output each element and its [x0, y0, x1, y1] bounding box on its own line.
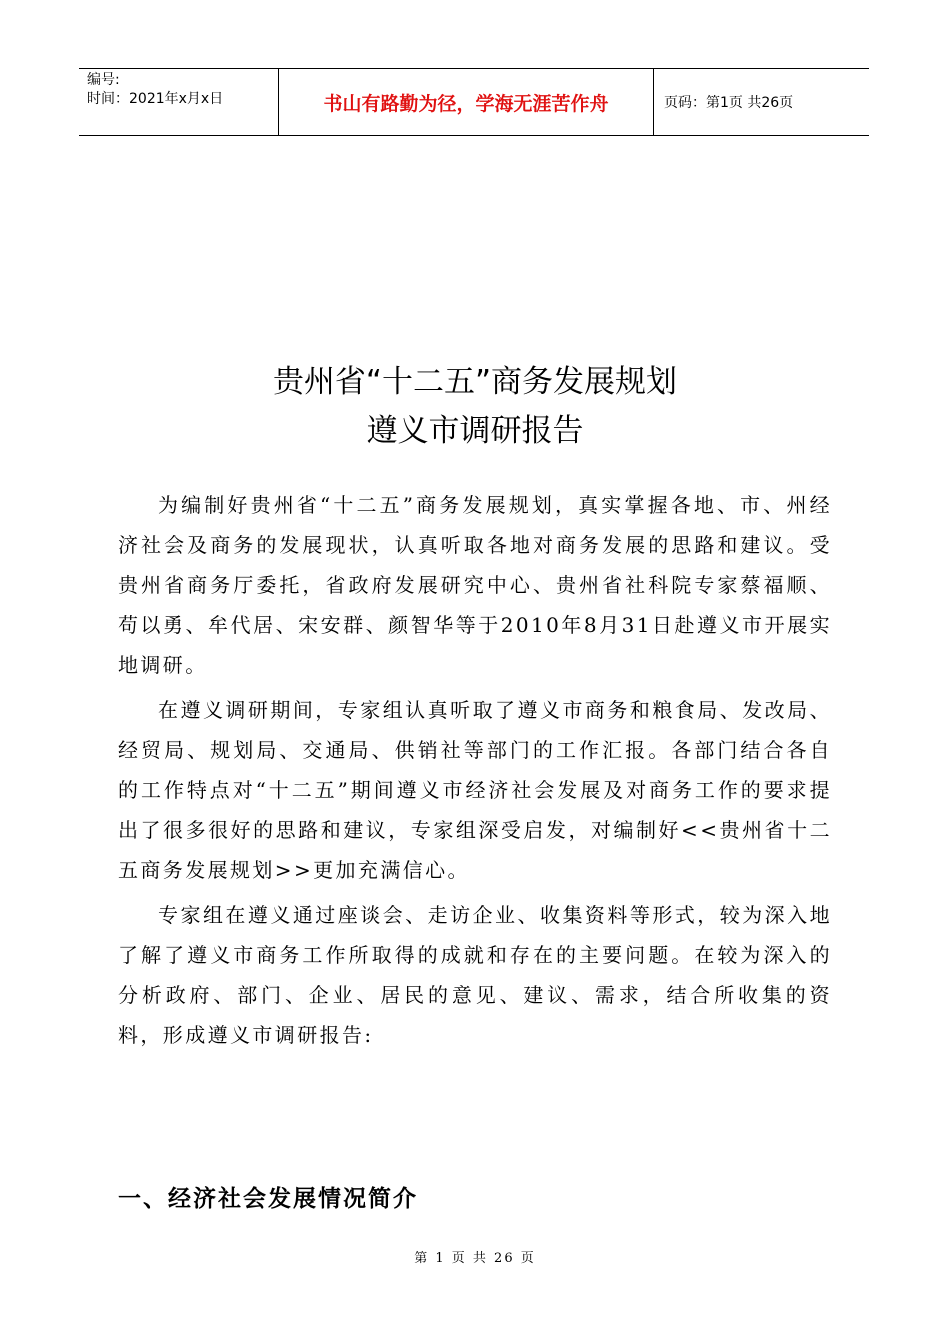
header-slogan: 书山有路勤为径，学海无涯苦作舟	[279, 69, 654, 135]
document-time-label: 时间：2021年x月x日	[87, 91, 224, 107]
body-paragraph: 为编制好贵州省“十二五”商务发展规划，真实掌握各地、市、州经济社会及商务的发展现状，认真听取各地对商务发展的思路和建议。受贵州省商务厅委托，省政府发展研究中心、贵州省社科院专家蔡福顺、苟以勇、牟代居、宋安群、颜智华等于2010年8月31日赴遵义市开展实地调研。	[118, 493, 832, 677]
document-body	[118, 485, 832, 1060]
page-footer: 第 1 页 共 26 页	[414, 1251, 536, 1266]
header-meta-cell	[79, 69, 279, 135]
page-header	[79, 68, 869, 136]
document-title-line1: 贵州省“十二五”商务发展规划	[272, 364, 678, 400]
header-page-info: 页码：第1页 共26页	[664, 95, 794, 111]
document-number-label: 编号:	[87, 72, 120, 88]
body-paragraph: 在遵义调研期间，专家组认真听取了遵义市商务和粮食局、发改局、经贸局、规划局、交通局、供销社等部门的工作汇报。各部门结合各自的工作特点对“十二五”期间遵义市经济社会发展及对商务工作的要求提出了很多很好的思路和建议，专家组深受启发，对编制好<<贵州省十二五商务发展规划>>更加充满信心。	[118, 698, 832, 882]
section-heading: 一、经济社会发展情况简介	[118, 1185, 418, 1212]
document-title-line2: 遵义市调研报告	[366, 413, 584, 449]
body-paragraph: 专家组在遵义通过座谈会、走访企业、收集资料等形式，较为深入地了解了遵义市商务工作所取得的成就和存在的主要问题。在较为深入的分析政府、部门、企业、居民的意见、建议、需求，结合所收集的资料，形成遵义市调研报告:	[118, 903, 832, 1047]
